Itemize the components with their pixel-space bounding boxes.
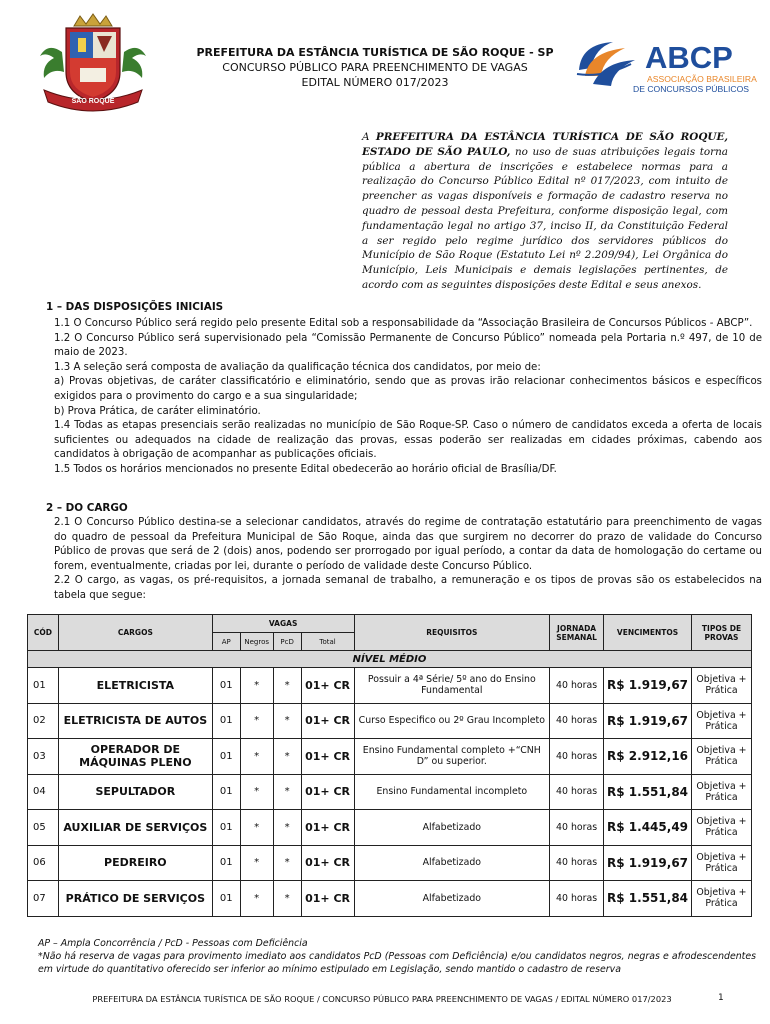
cell-jornada: 40 horas: [550, 845, 604, 881]
item-1-1: 1.1 O Concurso Público será regido pelo presente Edital sob a responsabilidade da “Associação Brasileira de Concursos Públicos - ABCP”.: [54, 318, 753, 329]
municipal-crest-logo: [34, 12, 152, 112]
preamble-lead: A: [362, 131, 376, 143]
header-cod: CÓD: [28, 615, 59, 651]
table-notes: [38, 938, 756, 976]
cell-vencimento: R$ 1.445,49: [604, 810, 692, 846]
cell-cargo: AUXILIAR DE SERVIÇOS: [58, 810, 212, 846]
cell-requisitos: Curso Especifico ou 2º Grau Incompleto: [354, 703, 550, 739]
cell-cod: 03: [28, 739, 59, 775]
cell-provas: Objetiva + Prática: [691, 845, 751, 881]
item-1-4: 1.4 Todas as etapas presenciais serão realizadas no município de São Roque-SP. Caso o número de candidatos exceda a oferta de locais suficientes ou adequados na cidade de realização das provas, essas poderão ser realizadas em cidades próximas, cabendo aos candidatos à obrigação de acompanhar as publicações oficiais.: [54, 420, 762, 461]
table-row: [28, 703, 752, 739]
cell-cargo: PEDREIRO: [58, 845, 212, 881]
table-row: [28, 810, 752, 846]
item-1-3: 1.3 A seleção será composta de avaliação da qualificação técnica dos candidatos, por meio de:: [54, 361, 541, 373]
cell-provas: Objetiva + Prática: [691, 774, 751, 810]
cell-cargo: ELETRICISTA DE AUTOS: [58, 703, 212, 739]
cell-total: 01+ CR: [301, 703, 354, 739]
cell-provas: Objetiva + Prática: [691, 810, 751, 846]
cell-cod: 05: [28, 810, 59, 846]
cell-negros: *: [240, 881, 273, 917]
abcp-name-line-1: ASSOCIAÇÃO BRASILEIRA: [647, 74, 757, 84]
header-tipos-provas: TIPOS DE PROVAS: [691, 615, 751, 651]
header-cargos: CARGOS: [58, 615, 212, 651]
header-requisitos: REQUISITOS: [354, 615, 550, 651]
note-reserva: *Não há reserva de vagas para provimento imediato aos candidatos PcD (Pessoas com Deficiência) e/ou candidatos negros, negras e afrodescendentes em virtude do quantitativo oferecido ser inferior ao mínimo estipulado em Legislação, sendo mantido o cadastro de reserva: [38, 950, 756, 975]
header-vagas: VAGAS: [212, 615, 354, 633]
cell-negros: *: [240, 845, 273, 881]
cell-negros: *: [240, 774, 273, 810]
cell-pcd: *: [273, 668, 301, 704]
cell-vencimento: R$ 1.551,84: [604, 774, 692, 810]
cell-vencimento: R$ 1.919,67: [604, 845, 692, 881]
cell-ap: 01: [212, 810, 240, 846]
cell-cod: 02: [28, 703, 59, 739]
cell-cargo: ELETRICISTA: [58, 668, 212, 704]
document-header: [160, 45, 590, 90]
header-negros: Negros: [240, 633, 273, 651]
level-row: [28, 651, 752, 668]
section-1-body: [54, 317, 762, 478]
cell-pcd: *: [273, 845, 301, 881]
cell-negros: *: [240, 810, 273, 846]
table-row: [28, 881, 752, 917]
abcp-globe-icon: [577, 42, 635, 86]
item-1-3-b: b) Prova Prática, de caráter eliminatório.: [54, 405, 261, 417]
item-1-2: 1.2 O Concurso Público será supervisionado pela “Comissão Permanente de Concurso Público” nomeada pela Portaria n.º 497, de 10 de maio de 2023.: [54, 332, 762, 359]
cell-negros: *: [240, 739, 273, 775]
cell-provas: Objetiva + Prática: [691, 881, 751, 917]
section-1-title: 1 – DAS DISPOSIÇÕES INICIAIS: [46, 301, 224, 313]
cell-ap: 01: [212, 774, 240, 810]
cell-jornada: 40 horas: [550, 703, 604, 739]
cell-vencimento: R$ 1.919,67: [604, 668, 692, 704]
page-number: 1: [718, 993, 724, 1003]
edital-preamble: [362, 130, 728, 293]
cell-total: 01+ CR: [301, 845, 354, 881]
item-2-1: 2.1 O Concurso Público destina-se a selecionar candidatos, através do regime de contratação estatutário para preenchimento de vagas do quadro de pessoal da Prefeitura Municipal de São Roque, ainda das que surgirem no decorrer do prazo de validade do Concurso Público de provas que será de 2 (dois) anos, podendo ser prorrogado por igual período, a contar da data de homologação do certame ou forem, eventualmente, criadas por lei, durante o período de validade deste Concurso Público.: [54, 517, 762, 572]
table-row: [28, 774, 752, 810]
cell-vencimento: R$ 1.919,67: [604, 703, 692, 739]
cell-cod: 04: [28, 774, 59, 810]
cell-pcd: *: [273, 739, 301, 775]
item-2-2: 2.2 O cargo, as vagas, os pré-requisitos, a jornada semanal de trabalho, a remuneração e os tipos de provas são os estabelecidos na tabela que segue:: [54, 575, 762, 601]
cell-negros: *: [240, 703, 273, 739]
cell-vencimento: R$ 2.912,16: [604, 739, 692, 775]
cell-requisitos: Ensino Fundamental incompleto: [354, 774, 550, 810]
cell-pcd: *: [273, 881, 301, 917]
cell-provas: Objetiva + Prática: [691, 739, 751, 775]
cell-total: 01+ CR: [301, 810, 354, 846]
cell-pcd: *: [273, 703, 301, 739]
page-footer: PREFEITURA DA ESTÂNCIA TURÍSTICA DE SÃO ROQUE / CONCURSO PÚBLICO PARA PREENCHIMENTO DE VAGAS / EDITAL NÚMERO 017/2023: [92, 994, 672, 1004]
note-legend: AP – Ampla Concorrência / PcD - Pessoas com Deficiência: [38, 938, 308, 949]
header-jornada: JORNADA SEMANAL: [550, 615, 604, 651]
cell-jornada: 40 horas: [550, 774, 604, 810]
cell-cargo: OPERADOR DE MÁQUINAS PLENO: [58, 739, 212, 775]
cargos-table: [27, 614, 752, 917]
table-row: [28, 845, 752, 881]
cell-provas: Objetiva + Prática: [691, 703, 751, 739]
cell-jornada: 40 horas: [550, 810, 604, 846]
preamble-bold: PREFEITURA DA ESTÂNCIA TURÍSTICA DE SÃO ROQUE, ESTADO DE SÃO PAULO,: [362, 131, 728, 158]
section-2-body: [54, 516, 762, 604]
header-total: Total: [301, 633, 354, 651]
cell-pcd: *: [273, 810, 301, 846]
cell-negros: *: [240, 668, 273, 704]
cell-jornada: 40 horas: [550, 739, 604, 775]
item-1-5: 1.5 Todos os horários mencionados no presente Edital obedecerão ao horário oficial de Brasília/DF.: [54, 463, 557, 475]
cell-requisitos: Alfabetizado: [354, 845, 550, 881]
abcp-name-line-2: DE CONCURSOS PÚBLICOS: [633, 84, 750, 94]
cell-ap: 01: [212, 739, 240, 775]
cell-ap: 01: [212, 668, 240, 704]
item-1-3-a: a) Provas objetivas, de caráter classificatório e eliminatório, sendo que as provas irão relacionar conhecimentos básicos e específicos exigidos para o provimento do cargo e a sua singularidade;: [54, 376, 762, 402]
cell-vencimento: R$ 1.551,84: [604, 881, 692, 917]
cell-requisitos: Ensino Fundamental completo +“CNH D” ou superior.: [354, 739, 550, 775]
crest-motto: SÃO ROQUE: [71, 98, 115, 105]
cell-requisitos: Alfabetizado: [354, 810, 550, 846]
cell-cargo: SEPULTADOR: [58, 774, 212, 810]
cell-provas: Objetiva + Prática: [691, 668, 751, 704]
cell-total: 01+ CR: [301, 774, 354, 810]
cell-cargo: PRÁTICO DE SERVIÇOS: [58, 881, 212, 917]
cell-ap: 01: [212, 881, 240, 917]
abcp-abbr: ABCP: [645, 40, 733, 75]
cell-requisitos: Alfabetizado: [354, 881, 550, 917]
cell-cod: 01: [28, 668, 59, 704]
preamble-body: no uso de suas atribuições legais torna pública a abertura de inscrições e estabelece normas para a realização do Concurso Público Edital nº 017/2023, com intuito de preencher as vagas disponíveis e formação de cadastro reserva no quadro de pessoal desta Prefeitura, conforme disposição legal, com fundamentação legal no artigo 37, inciso II, da Constituição Federal a ser regido pelo regime jurídico dos servidores públicos do Município de São Roque (Estatuto Lei nº 2.209/94), Lei Orgânica do Município, Leis Municipais e demais legislações pertinentes, de acordo com as seguintes disposições deste Edital e seus anexos.: [362, 145, 728, 291]
header-vencimentos: VENCIMENTOS: [604, 615, 692, 651]
cell-total: 01+ CR: [301, 668, 354, 704]
cell-jornada: 40 horas: [550, 668, 604, 704]
abcp-logo: [573, 34, 758, 98]
cell-cod: 06: [28, 845, 59, 881]
cell-pcd: *: [273, 774, 301, 810]
table-row: [28, 668, 752, 704]
header-pcd: PcD: [273, 633, 301, 651]
header-line-1: PREFEITURA DA ESTÂNCIA TURÍSTICA DE SÃO ROQUE - SP: [196, 46, 554, 59]
level-label: NÍVEL MÉDIO: [28, 651, 752, 668]
cell-total: 01+ CR: [301, 881, 354, 917]
cell-cod: 07: [28, 881, 59, 917]
section-2-title: 2 – DO CARGO: [46, 502, 128, 514]
cell-ap: 01: [212, 703, 240, 739]
cell-jornada: 40 horas: [550, 881, 604, 917]
header-line-3: EDITAL NÚMERO 017/2023: [301, 76, 449, 89]
table-row: [28, 739, 752, 775]
cell-ap: 01: [212, 845, 240, 881]
cell-total: 01+ CR: [301, 739, 354, 775]
cell-requisitos: Possuir a 4ª Série/ 5º ano do Ensino Fundamental: [354, 668, 550, 704]
header-ap: AP: [212, 633, 240, 651]
header-line-2: CONCURSO PÚBLICO PARA PREENCHIMENTO DE VAGAS: [222, 61, 528, 74]
